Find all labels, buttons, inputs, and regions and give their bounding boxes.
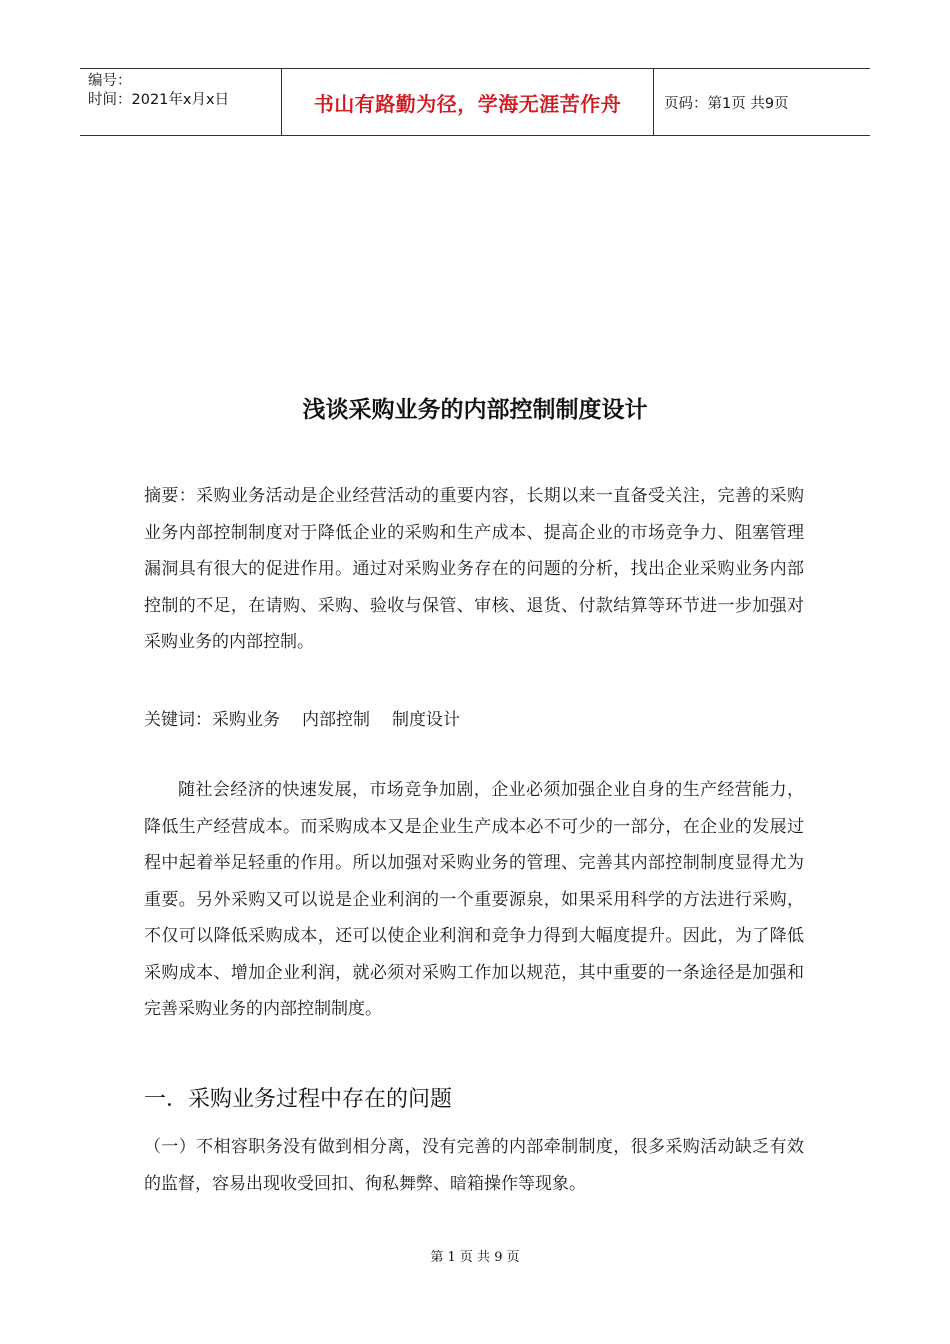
document-time: 时间：2021年x月x日 — [88, 92, 230, 108]
header-meta-cell — [80, 69, 282, 135]
keyword-item: 制度设计 — [392, 710, 460, 730]
section-item-paragraph: （一）不相容职务没有做到相分离，没有完善的内部牵制制度，很多采购活动缺乏有效的监督，容易出现收受回扣、徇私舞弊、暗箱操作等现象。 — [144, 1137, 804, 1194]
keyword-item: 采购业务 — [212, 710, 280, 730]
intro-paragraph: 随社会经济的快速发展，市场竞争加剧，企业必须加强企业自身的生产经营能力，降低生产经营成本。而采购成本又是企业生产成本必不可少的一部分，在企业的发展过程中起着举足轻重的作用。所以加强对采购业务的管理、完善其内部控制制度显得尤为重要。另外采购又可以说是企业利润的一个重要源泉，如果采用科学的方法进行采购，不仅可以降低采购成本，还可以使企业利润和竞争力得到大幅度提升。因此，为了降低采购成本、增加企业利润，就必须对采购工作加以规范，其中重要的一条途径是加强和完善采购业务的内部控制制度。 — [144, 780, 804, 1019]
keyword-item: 内部控制 — [302, 710, 370, 730]
document-title: 浅谈采购业务的内部控制制度设计 — [302, 397, 648, 423]
section-heading: 一．采购业务过程中存在的问题 — [144, 1087, 453, 1112]
header-motto: 书山有路勤为径，学海无涯苦作舟 — [282, 69, 654, 135]
keywords-line — [144, 702, 804, 739]
abstract-paragraph: 摘要：采购业务活动是企业经营活动的重要内容，长期以来一直备受关注，完善的采购业务内部控制制度对于降低企业的采购和生产成本、提高企业的市场竞争力、阻塞管理漏洞具有很大的促进作用。通过对采购业务存在的问题的分析，找出企业采购业务内部控制的不足，在请购、采购、验收与保管、审核、退货、付款结算等环节进一步加强对采购业务的内部控制。 — [144, 486, 804, 652]
document-number-label: 编号： — [88, 73, 132, 89]
header-page-info: 页码：第1页 共9页 — [664, 95, 789, 112]
keywords-label: 关键词： — [144, 710, 212, 730]
header-table — [80, 68, 870, 136]
page-footer: 第 1 页 共 9 页 — [430, 1250, 520, 1265]
